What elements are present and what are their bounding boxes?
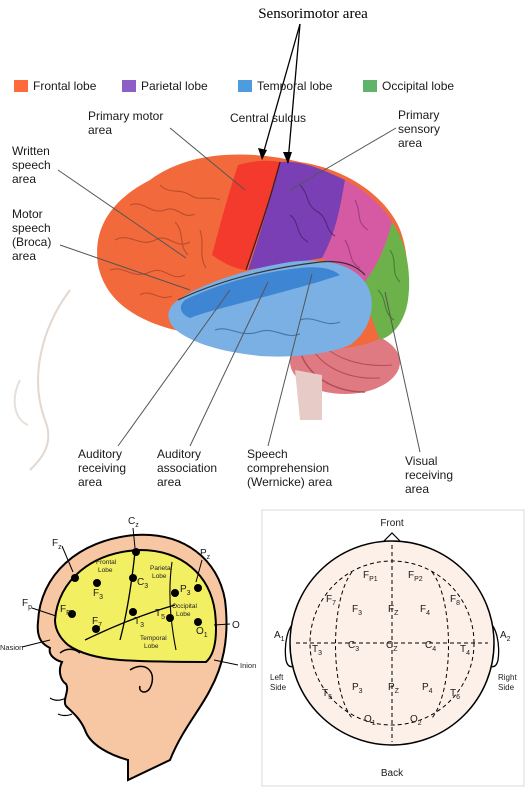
map-a1: $A_1$ — [274, 630, 285, 643]
eeg-10-20-map — [262, 510, 524, 786]
map-t6: $T_6$ — [450, 688, 461, 701]
map-c3: $C_3$ — [348, 640, 360, 653]
electrode-f7-label: $F_7$ — [92, 616, 103, 629]
label-primary-motor-area: Primary motor area — [88, 109, 164, 137]
map-t4: $T_4$ — [460, 644, 471, 657]
map-pz: $P_Z$ — [388, 682, 399, 695]
legend-label-parietal: Parietal lobe — [141, 79, 208, 93]
map-t5: $T_5$ — [322, 688, 333, 701]
electrode-f3-label: $F_3$ — [93, 588, 104, 601]
legend-label-temporal: Temporal lobe — [257, 79, 333, 93]
map-p3: $P_3$ — [352, 682, 363, 695]
electrode-t5-label: $T_5$ — [155, 608, 166, 621]
electrode-fp-label: $F_p$ — [22, 598, 33, 611]
inion-label: Inion — [240, 661, 257, 670]
nasion-label: Nasion — [0, 643, 24, 652]
left-side-label: Left Side — [270, 673, 287, 692]
head-profile-diagram — [0, 516, 256, 780]
map-c4: $C_4$ — [425, 640, 437, 653]
sensorimotor-area-title: Sensorimotor area — [258, 6, 368, 22]
electrode-fp1-label: $F_{P1}$ — [60, 604, 75, 617]
map-o2: $O_2$ — [410, 714, 422, 727]
map-f8: $F_8$ — [450, 594, 461, 607]
brain-lateral-diagram — [12, 6, 456, 496]
map-f7: $F_7$ — [326, 594, 337, 607]
map-fp1: $F_{P1}$ — [363, 570, 378, 583]
lobe-legend — [14, 79, 454, 93]
map-a2: $A_2$ — [500, 630, 511, 643]
back-label: Back — [380, 768, 404, 779]
map-f3: $F_3$ — [352, 604, 363, 617]
map-cz: $C_Z$ — [386, 640, 398, 653]
label-auditory-receiving-area: Auditory receiving area — [78, 447, 127, 489]
legend-swatch-occipital — [363, 80, 377, 92]
legend-label-occipital: Occipital lobe — [382, 79, 455, 93]
legend-swatch-temporal — [238, 80, 252, 92]
label-central-sulcus: Central sulcus — [230, 111, 307, 125]
electrode-p3-label: $P_3$ — [180, 584, 191, 597]
lobe-label-temporal: Temporal Lobe — [140, 635, 167, 650]
lobe-label-frontal: Frontal Lobe — [96, 559, 117, 574]
legend-swatch-parietal — [122, 80, 136, 92]
map-f4: $F_4$ — [420, 604, 431, 617]
map-o1: $O_1$ — [364, 714, 376, 727]
label-auditory-association-area: Auditory association area — [157, 447, 218, 489]
label-visual-receiving-area: Visual receiving area — [405, 454, 454, 496]
map-t3: $T_3$ — [312, 644, 323, 657]
map-p4: $P_4$ — [422, 682, 433, 695]
label-speech-comprehension-area: Speech comprehension (Wernicke) area — [247, 447, 333, 489]
brain-stem — [295, 370, 322, 420]
right-side-label: Right Side — [498, 673, 517, 692]
electrode-o-label: O — [232, 620, 240, 631]
electrode-cz-label: $C_z$ — [128, 516, 139, 529]
label-primary-sensory-area: Primary sensory area — [398, 108, 441, 150]
electrode-t3-label: $T_3$ — [134, 616, 145, 629]
electrode-c3-label: $C_3$ — [137, 577, 149, 590]
front-label: Front — [380, 518, 404, 529]
electrode-pz-label: $P_z$ — [200, 548, 211, 561]
label-written-speech-area: Written speech area — [12, 144, 51, 186]
legend-swatch-frontal — [14, 80, 28, 92]
lobe-label-parietal: Parietal Lobe — [150, 565, 173, 580]
electrode-o1-label: $O_1$ — [196, 626, 208, 639]
electrode-fz-label: $F_z$ — [52, 538, 62, 551]
map-fz: $F_Z$ — [388, 604, 399, 617]
map-fp2: $F_{P2}$ — [408, 570, 423, 583]
label-motor-speech-area: Motor speech (Broca) area — [12, 207, 52, 263]
lobe-label-occipital: Occipital Lobe — [172, 603, 197, 618]
legend-label-frontal: Frontal lobe — [33, 79, 97, 93]
